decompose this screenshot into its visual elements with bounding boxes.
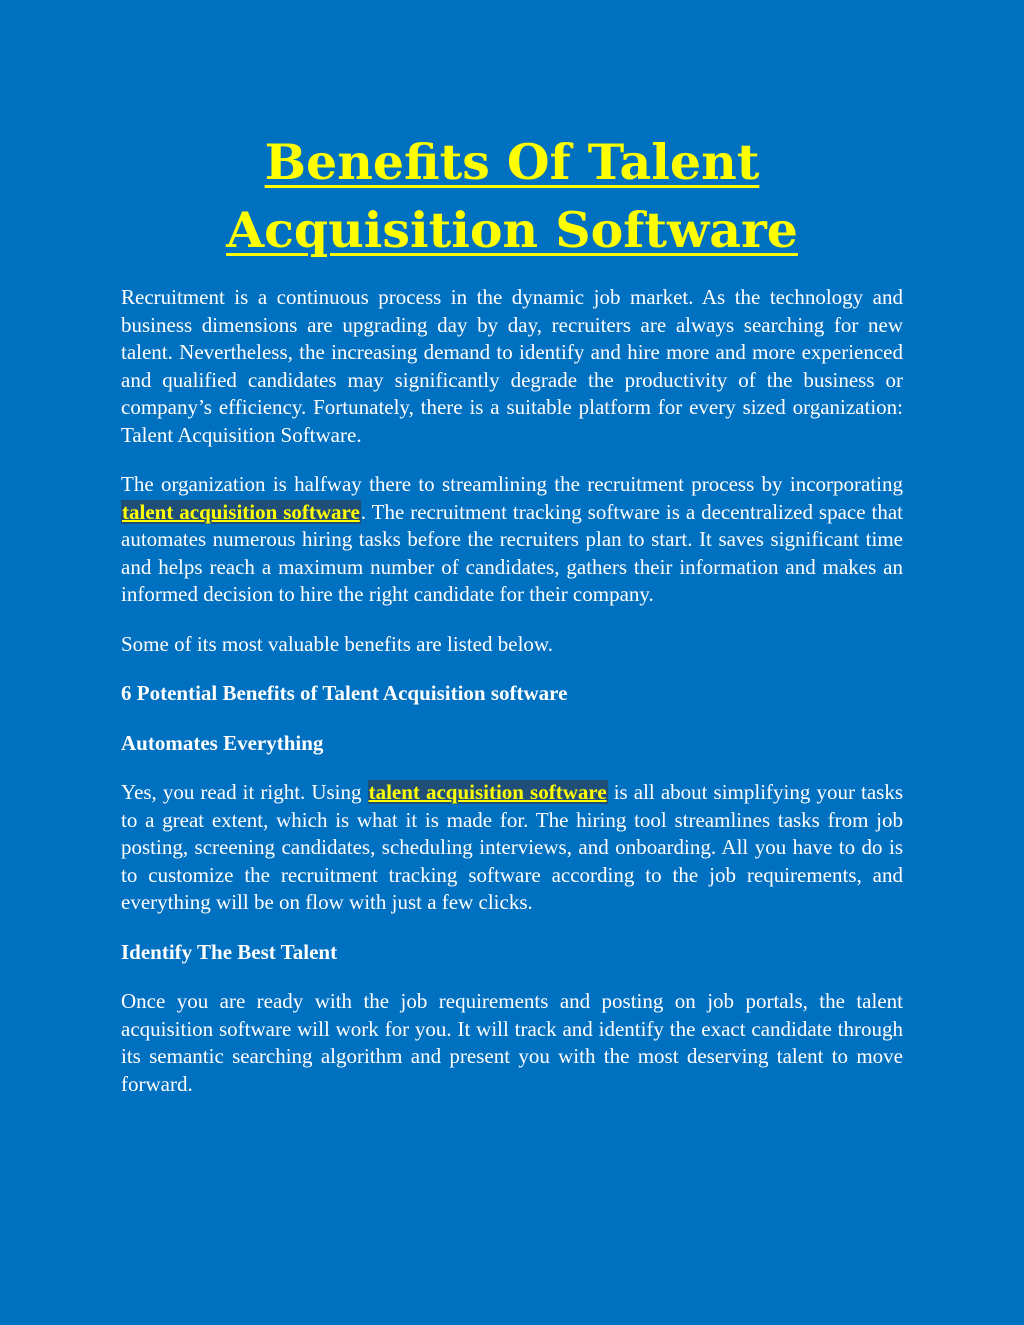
paragraph-text: is all about simplifying your tasks to a great extent, which is what it is made for. The hiring tool streamlines tasks from job posting, screening candidates, scheduling interviews, and onboarding. All you have to do is to customize the recruitment tracking software according to the job requirements, and everything will be on flow with just a few clicks. [121,780,903,914]
intro-paragraph: Recruitment is a continuous process in the dynamic job market. As the technology and business dimensions are upgrading day by day, recruiters are always searching for new talent. Nevertheless, the increasing demand to identify and hire more and more experienced and qualified candidates may significantly degrade the productivity of the business or company’s efficiency. Fortunately, there is a suitable platform for every sized organization: Talent Acquisition Software. [121,285,903,447]
title-line-1: Benefits Of Talent [264,133,760,191]
paragraph-text: . The recruitment tracking software is a decentralized space that automates numerous hiring tasks before the recruiters plan to start. It saves significant time and helps reach a maximum number of candidates, gathers their information and makes an informed decision to hire the right candidate for their company. [121,499,903,606]
page-title [0,128,1024,264]
title-line-2: Acquisition Software [226,201,798,259]
paragraph-identify: Once you are ready with the job requirements and posting on job portals, the talent acquisition software will work for you. It will track and identify the exact candidate through its semantic searching algorithm and present you with the most deserving talent to move forward. [121,989,903,1096]
paragraph-automates [121,779,903,917]
talent-acquisition-software-link[interactable]: talent acquisition software [122,499,360,524]
talent-acquisition-software-link[interactable]: talent acquisition software [368,780,607,804]
article-body [121,284,903,1098]
heading-automates-everything: Automates Everything [121,730,324,755]
paragraph-text: The organization is halfway there to streamlining the recruitment process by incorporating [121,472,903,496]
paragraph-organization [121,471,903,609]
heading-identify-best-talent: Identify The Best Talent [121,939,338,964]
paragraph-benefits-intro: Some of its most valuable benefits are listed below. [121,631,553,656]
paragraph-text: Yes, you read it right. Using [121,780,368,804]
heading-potential-benefits: 6 Potential Benefits of Talent Acquisition software [121,681,568,705]
